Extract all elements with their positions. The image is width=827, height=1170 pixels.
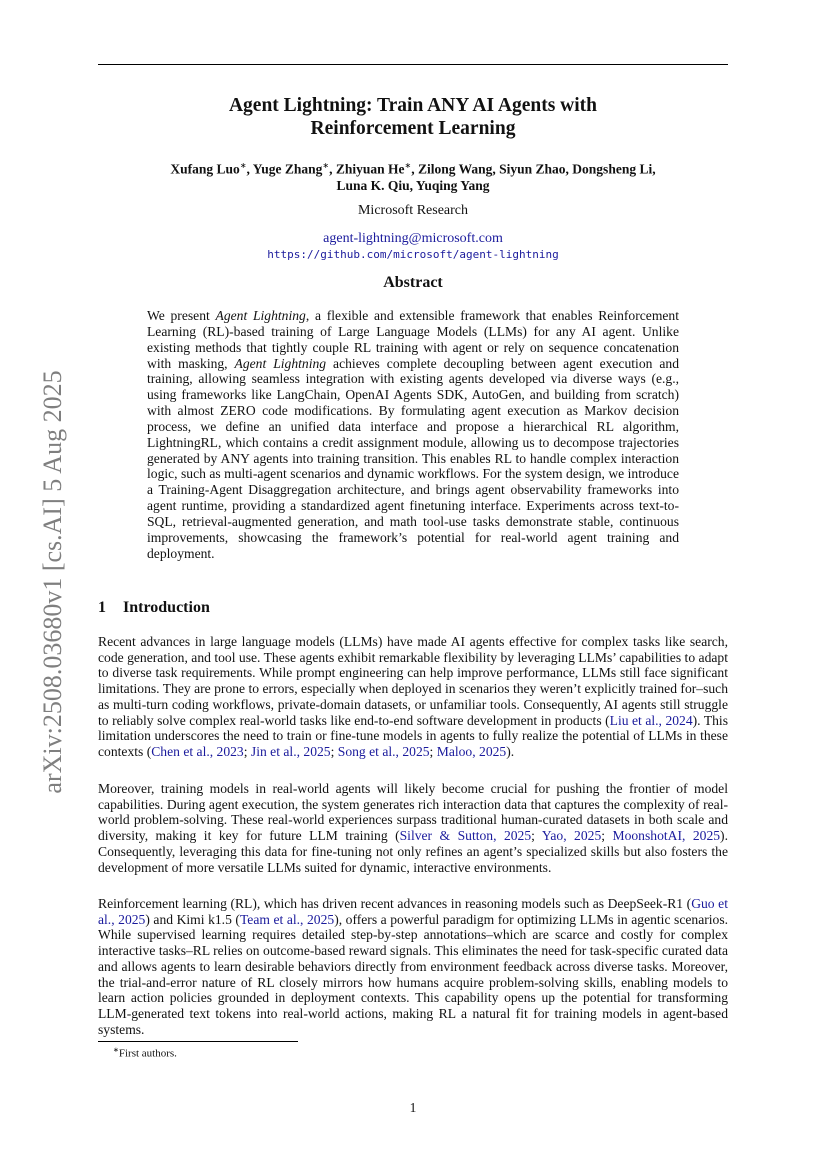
author-sep: , bbox=[329, 161, 336, 177]
author-he: Zhiyuan He bbox=[335, 161, 405, 177]
page-number: 1 bbox=[409, 1100, 417, 1115]
top-rule bbox=[98, 64, 728, 65]
paragraph-span: ; bbox=[601, 828, 613, 844]
footnote-text: First authors. bbox=[118, 1047, 177, 1060]
footnote bbox=[113, 1044, 177, 1061]
paragraph-span: ). Consequently, leveraging this data for fine-tuning not only refines an agent’s specialized skills but also fosters the development of more versatile LLMs suited for dynamic, interactive environments. bbox=[98, 828, 728, 875]
arxiv-identifier-stamp: arXiv:2508.03680v1 [cs.AI] 5 Aug 2025 bbox=[38, 370, 67, 794]
paragraph-span: ). This limitation underscores the need to train or fine-tune models in agents to fully realize the potential of LLMs in these contexts ( bbox=[98, 712, 728, 759]
citation-link[interactable]: Song et al., 2025 bbox=[337, 743, 430, 759]
section-title: Introduction bbox=[123, 599, 210, 616]
paper-title bbox=[98, 94, 728, 140]
paragraph-span: Recent advances in large language models (LLMs) have made AI agents effective for complex tasks like search, code generation, and tool use. These agents exhibit remarkable flexibility by leveraging LLMs’ capabilities to adapt to diverse task requirements. While prompt engineering can help improve performance, LLMs still face significant limitations. They are prone to errors, especially when deployed in scenarios they weren’t explicitly trained for–such as multi-turn coding workflows, private-domain datasets, or unfamiliar tools. Consequently, AI agents still struggle to reliably solve complex real-world tasks like end-to-end software development in products ( bbox=[98, 634, 728, 728]
abstract-heading: Abstract bbox=[383, 274, 443, 291]
equal-contrib-mark: ∗ bbox=[322, 161, 330, 170]
framework-name: Agent Lightning bbox=[234, 355, 327, 371]
citation-link[interactable]: Yao, 2025 bbox=[541, 828, 602, 844]
abstract-text bbox=[147, 308, 679, 562]
equal-contrib-mark: ∗ bbox=[239, 161, 247, 170]
citation-link[interactable]: Liu et al., 2024 bbox=[609, 712, 693, 728]
section-heading-introduction bbox=[98, 598, 210, 617]
citation-link[interactable]: Maloo, 2025 bbox=[436, 743, 507, 759]
paragraph-span: ; bbox=[531, 828, 542, 844]
title-line-1: Agent Lightning: Train ANY AI Agents with bbox=[228, 95, 598, 116]
paragraph-span: Moreover, training models in real-world agents will likely become crucial for pushing the frontier of model capabilities. During agent execution, the system generates rich interaction data that captures the complexity of real-world problem-solving. These real-world experiences surpass traditional human-curated datasets in both scale and diversity, making it key for future LLM training ( bbox=[98, 781, 728, 844]
paragraph-span: ) and Kimi k1.5 ( bbox=[145, 911, 240, 927]
repo-url-link[interactable]: https://github.com/microsoft/agent-lightning bbox=[267, 248, 559, 261]
author-sep: , bbox=[246, 161, 253, 177]
citation-link[interactable]: Silver & Sutton, 2025 bbox=[399, 828, 532, 844]
citation-link[interactable]: Team et al., 2025 bbox=[239, 911, 335, 927]
section-number: 1 bbox=[98, 599, 106, 616]
author-zhang: Yuge Zhang bbox=[252, 161, 323, 177]
abstract-span: achieves complete decoupling between agent execution and training, allowing seamless integration with existing agents developed via diverse ways (e.g., using frameworks like LangChain, OpenAI Agents SDK, AutoGen, and building from scratch) with almost ZERO code modifications. By formulating agent execution as Markov decision process, we define an unified data interface and propose a hierarchical RL algorithm, LightningRL, which contains a credit assignment module, allowing us to decompose trajectories generated by ANY agents into training transition. This enables RL to handle complex interaction logic, such as multi-agent scenarios and dynamic workflows. For the system design, we introduce a Training-Agent Disaggregation architecture, and brings agent observability frameworks into agent runtime, providing a standardized agent finetuning interface. Experiments across text-to-SQL, retrieval-augmented generation, and math tool-use tasks demonstrate stable, continuous improvements, showcasing the framework’s potential for real-world agent training and deployment. bbox=[147, 355, 679, 561]
contact-email-link[interactable]: agent-lightning@microsoft.com bbox=[323, 231, 503, 246]
author-luo: Xufang Luo bbox=[170, 161, 240, 177]
footnote-rule bbox=[98, 1041, 298, 1042]
affiliation: Microsoft Research bbox=[357, 203, 469, 218]
abstract-span: , a flexible and extensible framework that enables Reinforcement Learning (RL)-based training of Large Language Models (LLMs) for any AI agent. Unlike existing methods that tightly couple RL training with agent or rely on sequence concatenation with masking, bbox=[147, 308, 679, 371]
framework-name: Agent Lightning bbox=[215, 308, 306, 323]
citation-link[interactable]: Chen et al., 2023 bbox=[151, 743, 244, 759]
footnote-mark: ∗ bbox=[113, 1046, 119, 1054]
paragraph-span: ), offers a powerful paradigm for optimizing LLMs in agentic scenarios. While supervised learning requires detailed step-by-step annotations–which are scarce and costly for complex interactive tasks–RL relies on outcome-based reward signals. This eliminates the need for task-specific curated data and allows agents to learn desirable behaviors directly from environment feedback across diverse tasks. Moreover, the trial-and-error nature of RL closely mirrors how humans acquire problem-solving skills, enabling models to learn action policies grounded in deployment contexts. This capability opens up the potential for transforming LLM-generated text tokens into real-world actions, making RL a natural fit for training models in agent-based systems. bbox=[98, 911, 729, 1037]
author-line-1 bbox=[98, 158, 728, 178]
intro-paragraph-3 bbox=[98, 896, 728, 1037]
intro-paragraph-1 bbox=[98, 634, 728, 760]
citation-link[interactable]: MoonshotAI, 2025 bbox=[612, 828, 721, 844]
author-rest: , Zilong Wang, Siyun Zhao, Dongsheng Li, bbox=[411, 161, 656, 177]
equal-contrib-mark: ∗ bbox=[404, 161, 412, 170]
paragraph-span: Reinforcement learning (RL), which has driven recent advances in reasoning models such as DeepSeek-R1 ( bbox=[98, 896, 692, 911]
citation-link[interactable]: Jin et al., 2025 bbox=[250, 743, 331, 759]
paragraph-span: ; bbox=[429, 743, 437, 759]
intro-paragraph-2 bbox=[98, 781, 728, 875]
paragraph-span: ; bbox=[243, 743, 251, 759]
paragraph-span: ). bbox=[506, 743, 515, 759]
author-line-2: Luna K. Qiu, Yuqing Yang bbox=[336, 177, 490, 193]
author-list bbox=[98, 158, 728, 194]
title-line-2: Reinforcement Learning bbox=[310, 118, 516, 139]
citation-link[interactable]: Guo et al., 2025 bbox=[98, 896, 728, 927]
paragraph-span: ; bbox=[330, 743, 338, 759]
abstract-span: We present bbox=[147, 308, 216, 323]
